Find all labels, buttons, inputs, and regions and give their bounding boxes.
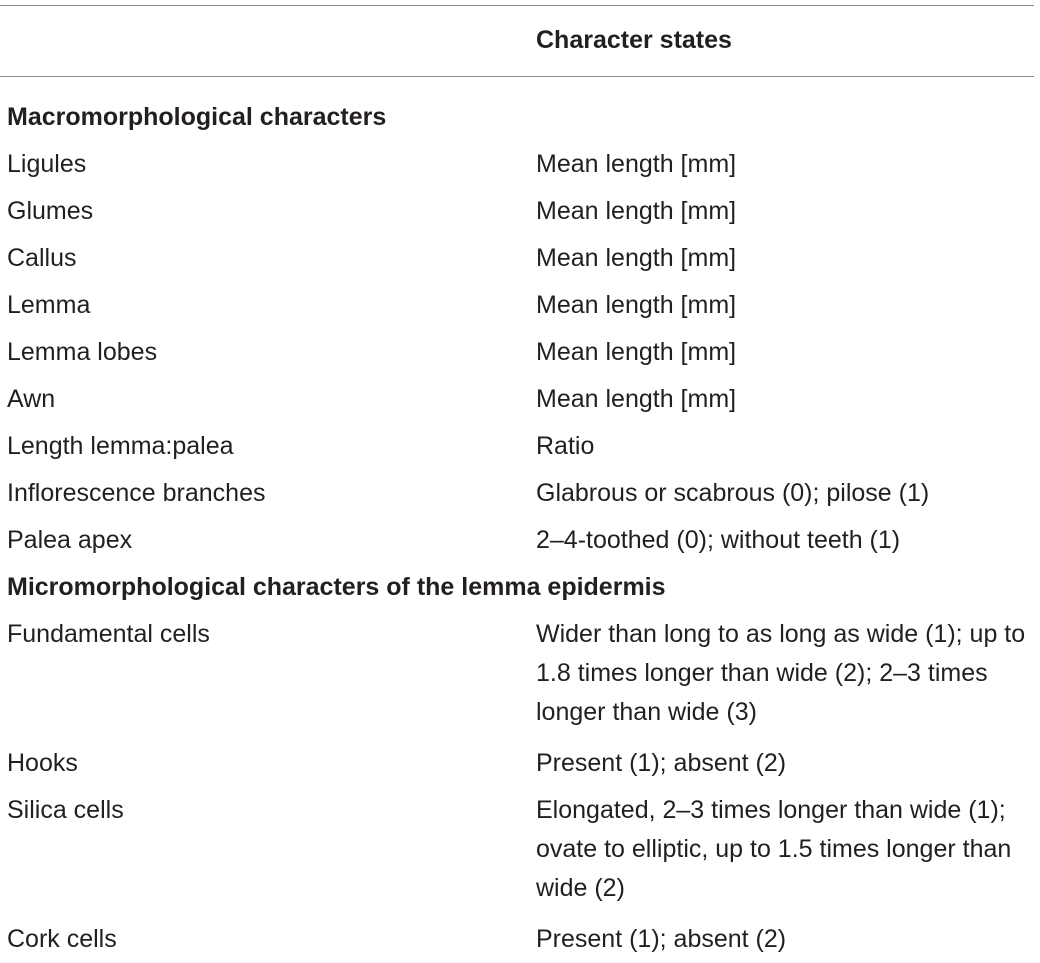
table-row [0,188,1040,235]
column-header-character-states: Character states [536,26,732,54]
table-row [0,916,1040,963]
character-states: Wider than long to as long as wide (1); up to 1.8 times longer than wide (2); 2–3 times longer than wide (3) [536,620,1026,726]
table-row [0,282,1040,329]
table-row [0,329,1040,376]
character-states: Elongated, 2–3 times longer than wide (1); ovate to elliptic, up to 1.5 times longer than wide (2) [536,796,1012,902]
table-row [0,611,1040,732]
character-name: Palea apex [7,526,133,554]
table-row [0,423,1040,470]
table-row [0,376,1040,423]
table-body [0,94,1040,963]
table-row [0,235,1040,282]
character-states: Mean length [mm] [536,150,737,178]
table-top-rule [0,5,1034,6]
table-row [0,517,1040,564]
table-row [0,740,1040,787]
character-name: Hooks [7,749,78,777]
character-states: Mean length [mm] [536,338,737,366]
character-name: Callus [7,244,77,272]
table-row [0,141,1040,188]
character-states: 2–4-toothed (0); without teeth (1) [536,526,901,554]
character-states: Present (1); absent (2) [536,925,787,953]
character-states: Ratio [536,432,595,460]
character-states: Mean length [mm] [536,244,737,272]
character-name: Lemma [7,291,91,319]
section-heading [0,94,1040,141]
table-header-rule [0,76,1034,77]
character-states: Present (1); absent (2) [536,749,787,777]
character-states: Glabrous or scabrous (0); pilose (1) [536,479,930,507]
character-states: Mean length [mm] [536,291,737,319]
table-row [0,470,1040,517]
character-name: Inflorescence branches [7,479,266,507]
character-states: Mean length [mm] [536,197,737,225]
character-name: Lemma lobes [7,338,158,366]
section-title: Micromorphological characters of the lemma epidermis [7,573,666,601]
section-heading [0,564,1040,611]
character-name: Length lemma:palea [7,432,234,460]
character-name: Glumes [7,197,94,225]
character-name: Awn [7,385,56,413]
character-name: Fundamental cells [7,620,210,648]
character-name: Ligules [7,150,87,178]
character-name: Silica cells [7,796,124,824]
character-name: Cork cells [7,925,117,953]
section-title: Macromorphological characters [7,103,387,131]
table-row [0,787,1040,908]
character-states: Mean length [mm] [536,385,737,413]
